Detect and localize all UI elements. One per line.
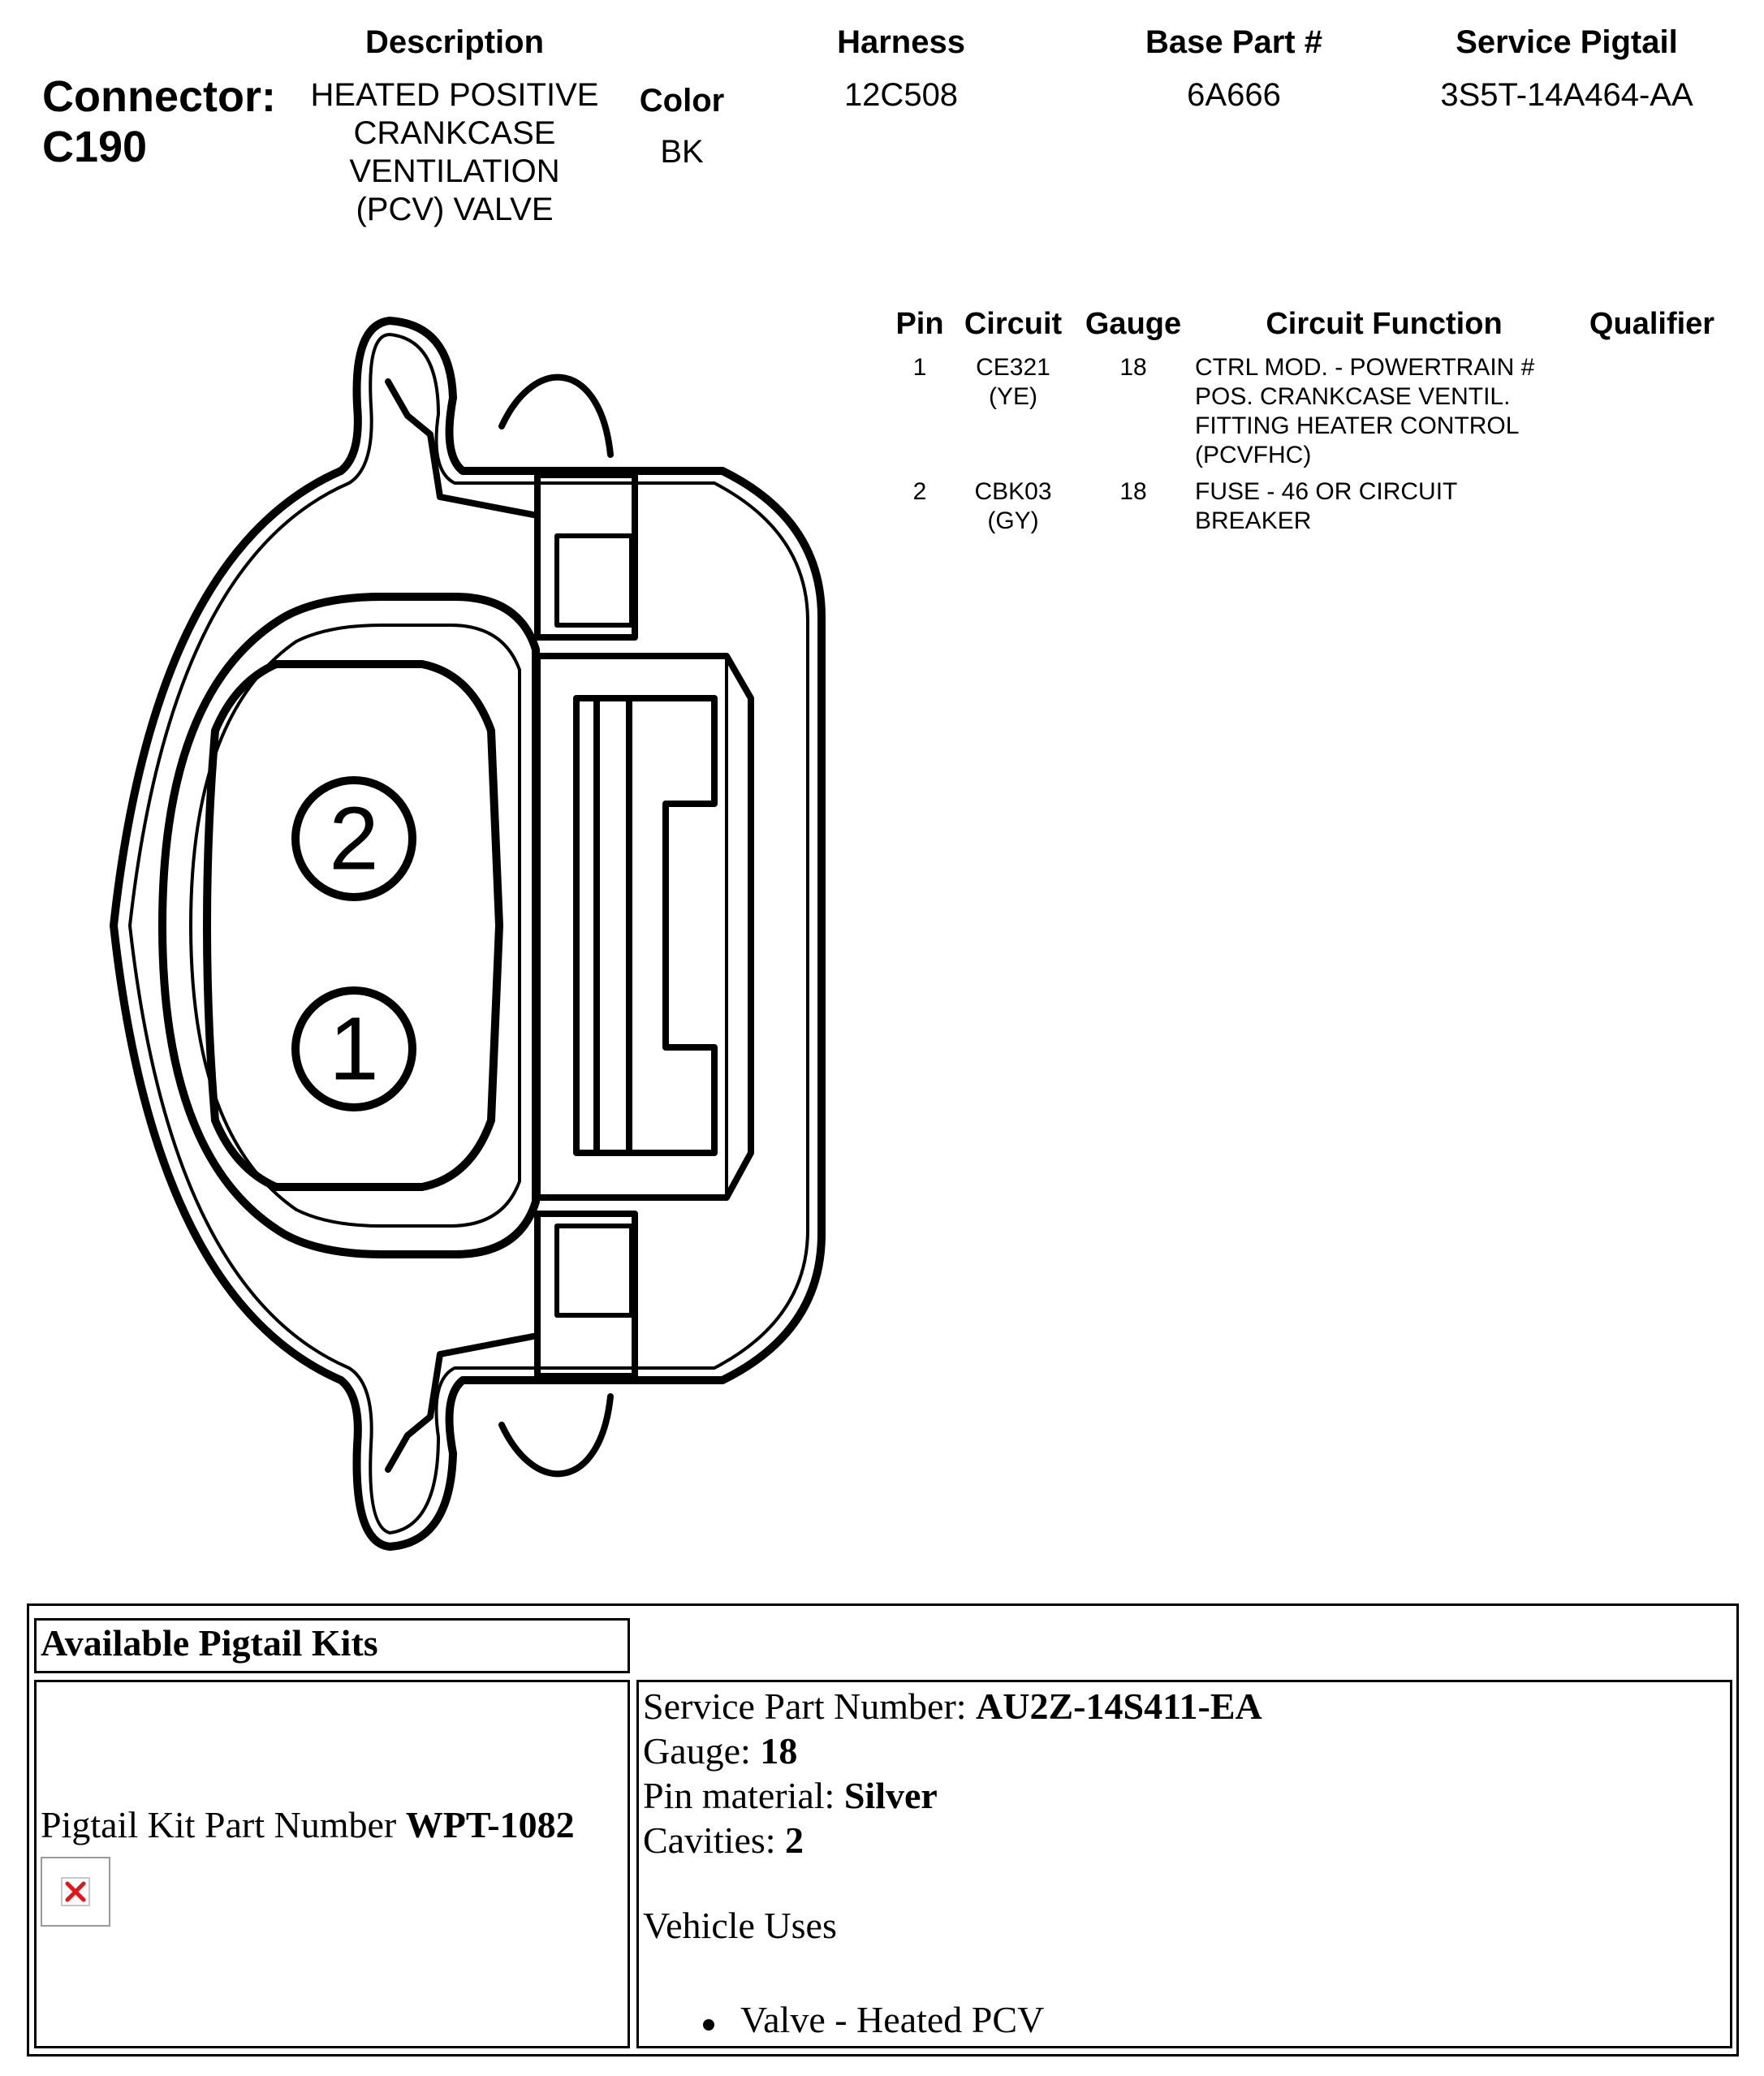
cavities-label: Cavities: [643,1819,776,1861]
pigtail-kit-part-number [41,1802,575,1847]
lock-lower-slot [557,1226,632,1315]
vehicle-use-item: Valve - Heated PCV [740,1999,1045,2040]
cavities-row [643,1818,1262,1862]
service-part-label: Service Part Number: [643,1685,967,1727]
lock-upper-block [537,475,635,637]
pin-material-label: Pin material: [643,1775,835,1816]
kit-part-number: WPT-1082 [405,1804,575,1845]
description-value [300,76,609,229]
pigtail-kit-cell [34,1680,630,2048]
circuit-color: (YE) [989,383,1037,410]
broken-image-x-icon [42,1858,109,1925]
circuit-cell [956,353,1070,412]
function-line: (PCVFHC) [1195,442,1312,468]
function-line: FUSE - 46 OR CIRCUIT [1195,478,1458,505]
gauge-row [643,1729,1262,1773]
connector-face-drawing [77,317,840,1567]
base-part-value: 6A666 [1187,77,1281,113]
pin-material-row [643,1773,1262,1818]
function-line: POS. CRANKCASE VENTIL. [1195,383,1511,410]
lock-frame [537,656,751,1198]
service-part-value: AU2Z-14S411-EA [976,1685,1262,1727]
description-line: VENTILATION [349,153,560,189]
pin-material-value: Silver [843,1775,938,1816]
circuit-column-header: Circuit [964,307,1063,341]
circuit-id: CE321 [976,354,1050,381]
gauge-cell: 18 [1119,478,1147,505]
description-line: (PCV) VALVE [356,192,554,227]
circuit-cell [956,477,1070,536]
pin-column-header: Pin [895,307,944,341]
connector-label: Connector: [42,72,276,121]
cavities-value: 2 [785,1819,804,1861]
harness-header: Harness [837,24,965,60]
function-line: FITTING HEATER CONTROL [1195,412,1520,439]
function-line: BREAKER [1195,507,1312,534]
lock-upper-slot [557,536,632,625]
color-value: BK [660,134,704,170]
base-part-header: Base Part # [1145,24,1322,60]
pin-number: 2 [912,478,927,505]
description-line: CRANKCASE [353,115,556,151]
service-pigtail-value: 3S5T-14A464-AA [1440,77,1693,113]
pin-2-label: 2 [329,788,379,889]
insert-outline-inner [191,625,520,1226]
circuit-function-cell [1195,477,1568,536]
description-header: Description [364,24,545,60]
gauge-value: 18 [760,1730,798,1772]
pigtail-kits-title: Available Pigtail Kits [41,1622,378,1664]
service-part-row [643,1684,1262,1729]
gauge-label: Gauge: [643,1730,751,1772]
harness-value: 12C508 [843,77,959,113]
pin-number: 1 [912,354,927,381]
function-line: CTRL MOD. - POWERTRAIN # [1195,354,1535,381]
kit-part-label: Pigtail Kit Part Number [41,1804,397,1845]
lower-side-ear [502,1396,610,1474]
qualifier-column-header: Qualifier [1589,307,1715,341]
pin-1-label: 1 [329,999,379,1099]
circuit-color: (GY) [987,507,1039,534]
description-line: HEATED POSITIVE [310,77,599,113]
gauge-cell: 18 [1119,354,1147,381]
circuit-function-column-header: Circuit Function [1266,307,1503,341]
upper-side-ear [502,378,610,455]
connector-heading [42,71,276,172]
connector-id: C190 [42,123,148,171]
service-pigtail-header: Service Pigtail [1456,24,1678,60]
shell-inner-outline [130,334,808,1533]
vehicle-uses-title: Vehicle Uses [643,1905,837,1946]
color-header: Color [639,83,725,119]
lock-lower-block [537,1214,635,1376]
circuit-function-cell [1195,353,1568,470]
gauge-column-header: Gauge [1085,307,1182,341]
pigtail-specs [643,1684,1262,1862]
broken-image-icon[interactable] [41,1857,110,1927]
insert-outline-outer [162,597,536,1254]
circuit-id: CBK03 [974,478,1052,505]
